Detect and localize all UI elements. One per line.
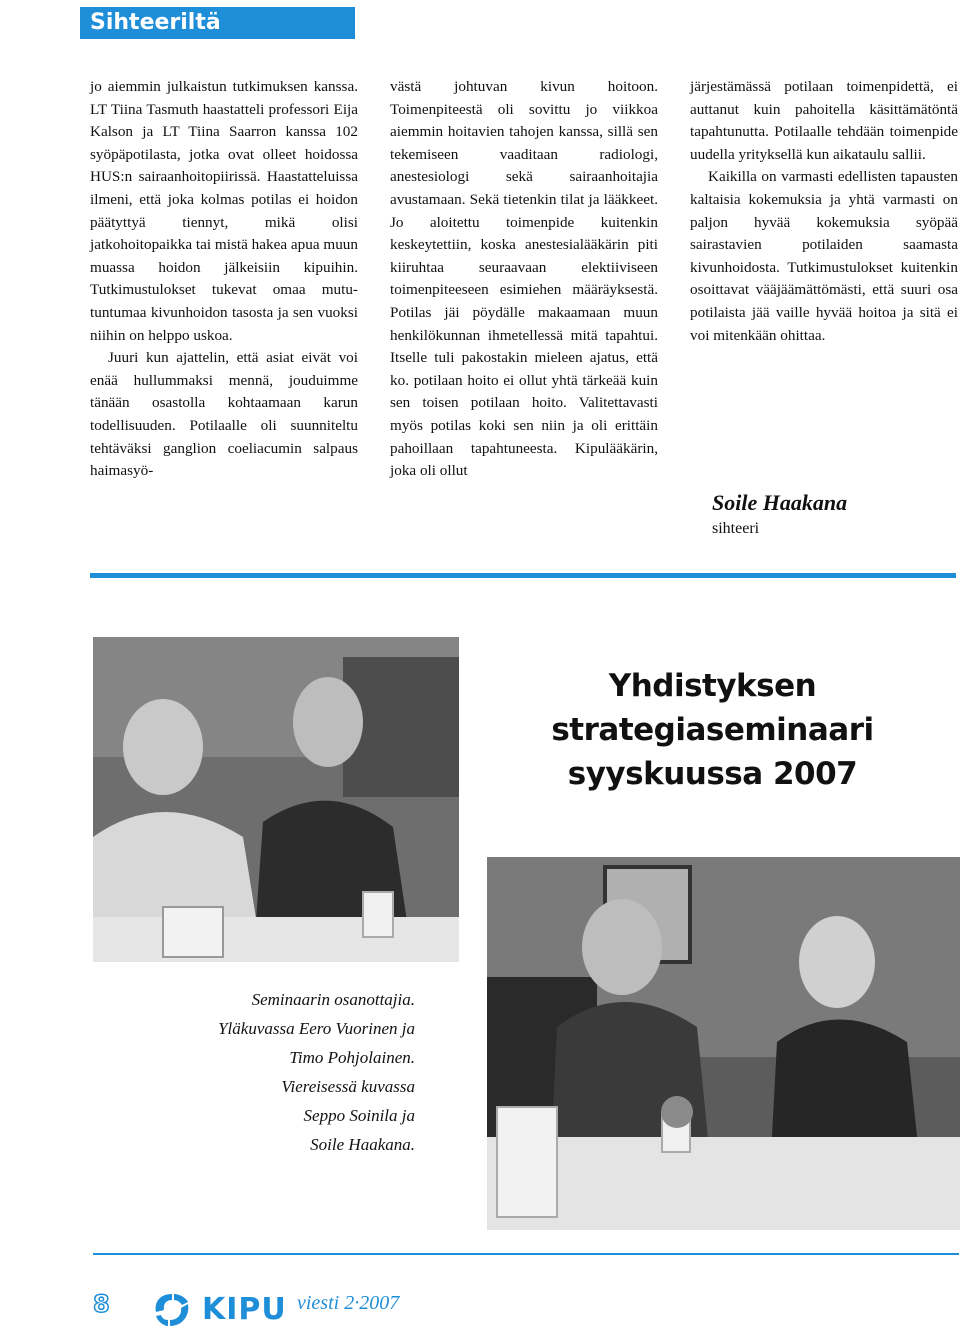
caption-line: Timo Pohjolainen. (289, 1048, 415, 1067)
kipu-viesti-logo (150, 1288, 410, 1332)
logo-brand: KIPU (202, 1292, 287, 1327)
article-column-1 (90, 76, 358, 483)
headline-line-2: syyskuussa 2007 (567, 756, 858, 792)
caption-line: Soile Haakana. (310, 1135, 415, 1154)
article-column-3 (690, 76, 958, 347)
caption-line: Seminaarin osanottajia. (251, 990, 415, 1009)
paragraph: Juuri kun ajattelin, että asiat eivät voi enää hullummaksi mennä, jouduimme tänään osastolla kohtaamaan karun todellisuuden. Potilaalle oli suunniteltu tehtäväksi ganglion coeliacumin salpaus haimasyö- (90, 349, 358, 480)
signature-name: Soile Haakana (712, 490, 848, 515)
logo-issue: viesti 2·2007 (297, 1292, 400, 1314)
kipu-logo-icon (150, 1290, 194, 1330)
section-title: Sihteeriltä (90, 10, 221, 35)
section-divider (90, 573, 956, 578)
photo-illustration (487, 857, 960, 1230)
photo-seppo-soile (487, 857, 960, 1230)
footer-divider (93, 1253, 959, 1255)
caption-line: Seppo Soinila ja (303, 1106, 415, 1125)
paragraph: västä johtuvan kivun hoitoon. Toimenpiteestä oli sovittu jo viikkoa aiemmin hoitavien tahojen kanssa, sillä sen tekemiseen vaaditaan radiologi, anestesiologi sekä sairaanhoitajia avustamaan. Sekä tietenkin tilat ja lääkkeet. Jo aloitettu toimenpide kuitenkin keskeytettiin, koska anestesialääkärin piti kiiruhtaa seuraavaan elektiiviseen toimenpiteeseen esimiehen määräyksestä. Potilas jäi pöydälle makaamaan muun henkilökunnan ihmetellessä mitä tapahtui. Itselle tuli pakostakin mieleen ajatus, että ko. potilaan hoito ei ollut yhtä tärkeää kuin sen toisen potilaan hoito. Valitettavasti myös potilas koki sen niin ja oli erittäin pahoillaan tapahtuneesta. Kipulääkärin, joka oli ollut (390, 78, 658, 480)
photo-eero-timo (93, 637, 459, 962)
section-header (80, 7, 355, 39)
paragraph: jo aiemmin julkaistun tutkimuksen kanssa. LT Tiina Tasmuth haastatteli professori Eija Kalson ja LT Tiina Saarron kanssa 102 syöpäpotilasta, jotka ovat olleet hoidossa HUS:n sairaanhoitopiirissä. Haastatteluissa ilmeni, että joka kolmas potilas ei hoidon päätyttyä tiennyt, mikä olisi jatkohoitopaikka tai mistä hakea apua muun muassa hoidon jälkeisiin kipuihin. Tutkimustulokset tukevat omaa mutu-tuntumaa kivunhoidon tasosta ja sen vuoksi niihin on helppo uskoa. (90, 78, 358, 344)
photo-illustration (93, 637, 459, 962)
article-column-2 (390, 76, 658, 483)
paragraph: Kaikilla on varmasti edellisten tapausten kaltaisia kokemuksia ja yhtä varmasti on paljon hyvää kokemuksia syöpää sairastavien potilaiden saamasta kivunhoidosta. Tutkimustulokset kuitenkin osoittavat vääjäämättömästi, että suuri osa potilaista jää vaille hyvää hoitoa ja sitä ei voi mitenkään ohittaa. (690, 168, 958, 344)
caption-line: Yläkuvassa Eero Vuorinen ja (218, 1019, 415, 1038)
headline-line-1: Yhdistyksen strategiaseminaari (551, 668, 874, 748)
paragraph: järjestämässä potilaan toimenpidettä, ei auttanut kuin pahoitella käsittämätöntä tapahtunutta. Potilaalle tehdään toimenpide uudella yrityksellä kun aikataulu sallii. (690, 78, 958, 163)
signature-role: sihteeri (712, 520, 760, 537)
photo-caption (170, 985, 415, 1159)
signature (712, 490, 847, 538)
feature-headline (485, 664, 940, 796)
page-number: 8 (93, 1290, 110, 1318)
caption-line: Viereisessä kuvassa (281, 1077, 415, 1096)
